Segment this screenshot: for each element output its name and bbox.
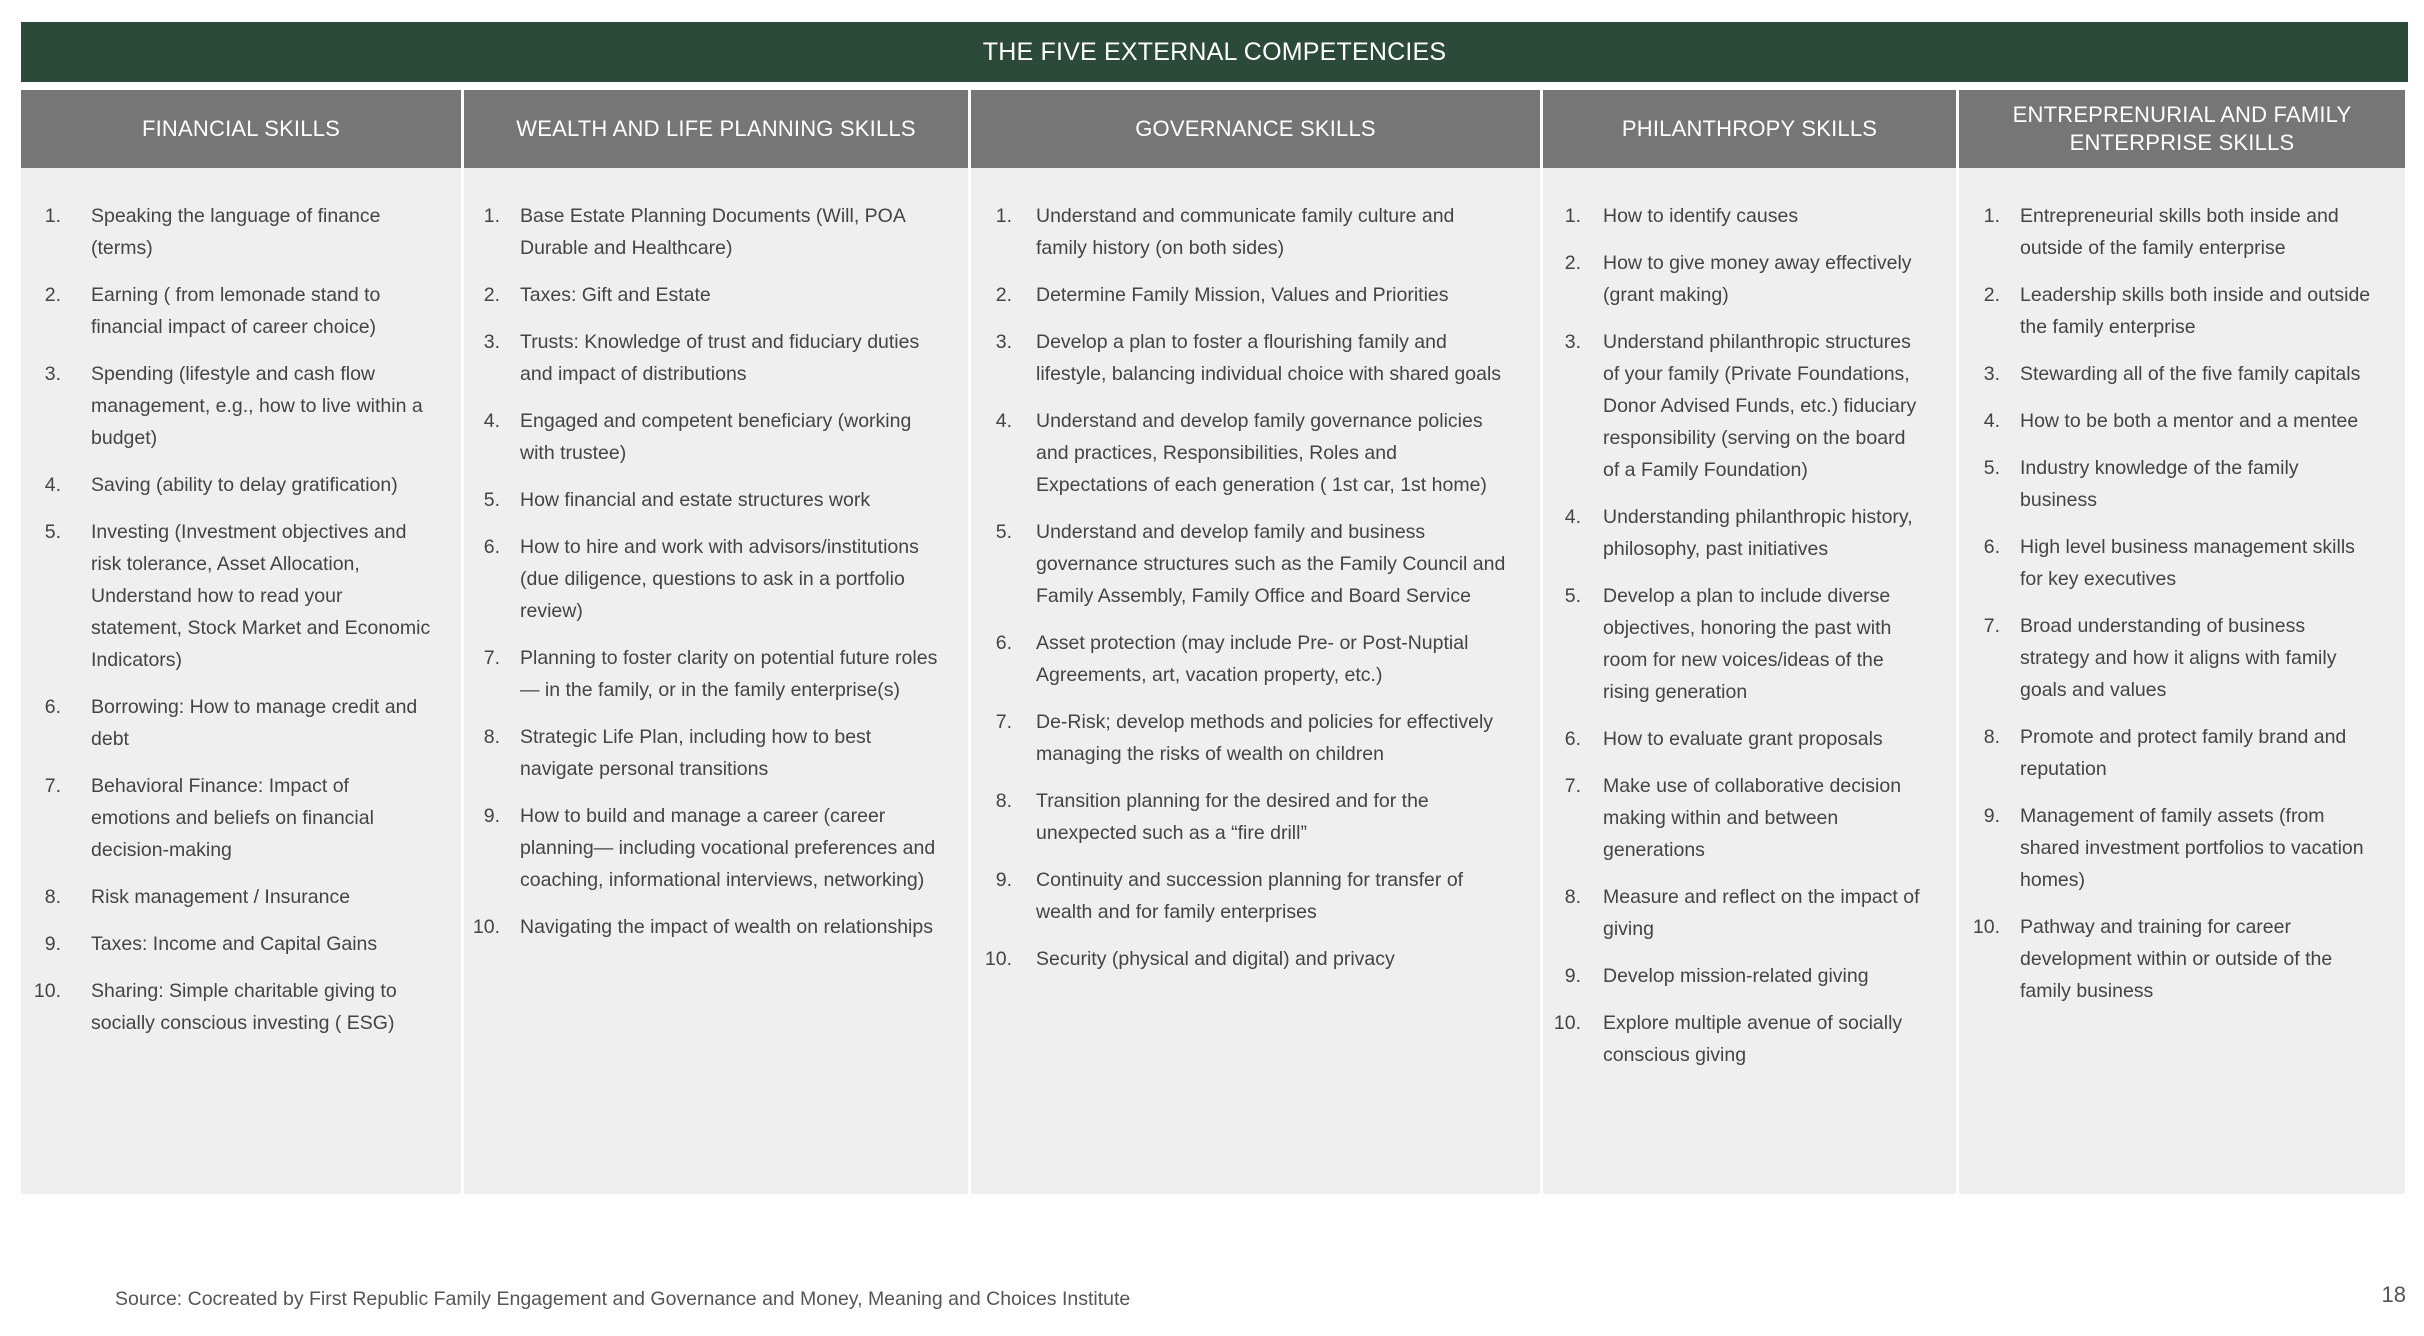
item-number: 6. (483, 536, 500, 558)
item-number: 8. (1564, 886, 1581, 908)
column-philanthropy (1543, 90, 1956, 1194)
list-item (21, 279, 431, 343)
list-item (464, 484, 938, 516)
item-number: 1. (44, 205, 61, 227)
item-text: Strategic Life Plan, including how to best navigate personal transitions (520, 726, 872, 780)
item-text: Continuity and succession planning for transfer of wealth and for family enterprises (1036, 869, 1464, 923)
column-wealth (464, 90, 968, 1194)
list-item (1543, 881, 1926, 945)
column-financial (21, 90, 461, 1194)
item-text: Promote and protect family brand and reputation (2020, 726, 2347, 780)
item-text: Taxes: Income and Capital Gains (91, 933, 378, 955)
item-number: 3. (483, 331, 500, 353)
list-item (971, 864, 1510, 928)
item-text: Asset protection (may include Pre- or Post-Nuptial Agreements, art, vacation property, etc.) (1036, 632, 1469, 686)
list-item (21, 516, 431, 676)
list-item (1543, 247, 1926, 311)
item-text: How financial and estate structures work (520, 489, 871, 511)
list-item (1959, 452, 2375, 516)
item-text: Speaking the language of finance (terms) (91, 205, 381, 259)
list-item (21, 975, 431, 1039)
item-text: How to hire and work with advisors/institutions (due diligence, questions to ask in a portfolio review) (520, 536, 919, 622)
item-number: 10. (33, 980, 61, 1002)
column-body (1543, 168, 1956, 1194)
item-number: 9. (1564, 965, 1581, 987)
column-header: ENTREPRENURIAL AND FAMILY ENTERPRISE SKILLS (1959, 90, 2405, 168)
item-text: Risk management / Insurance (91, 886, 351, 908)
item-text: Develop a plan to foster a flourishing family and lifestyle, balancing individual choice with shared goals (1036, 331, 1502, 385)
list-item (464, 800, 938, 896)
item-number: 6. (44, 696, 61, 718)
item-text: Pathway and training for career development within or outside of the family business (2020, 916, 2333, 1002)
item-number: 7. (483, 647, 500, 669)
list-item (1959, 610, 2375, 706)
list-item (21, 358, 431, 454)
item-text: Measure and reflect on the impact of giving (1603, 886, 1920, 940)
column-header: FINANCIAL SKILLS (21, 90, 461, 168)
item-number: 4. (1983, 410, 2000, 432)
list-item (1959, 721, 2375, 785)
item-text: High level business management skills for key executives (2020, 536, 2355, 590)
item-number: 5. (995, 521, 1012, 543)
item-text: Security (physical and digital) and privacy (1036, 948, 1395, 970)
column-governance (971, 90, 1540, 1194)
item-text: Planning to foster clarity on potential future roles — in the family, or in the family enterprise(s) (520, 647, 938, 701)
item-text: Management of family assets (from shared investment portfolios to vacation homes) (2020, 805, 2364, 891)
item-number: 10. (472, 916, 500, 938)
item-text: Industry knowledge of the family business (2020, 457, 2299, 511)
item-text: Develop mission-related giving (1603, 965, 1869, 987)
item-text: Explore multiple avenue of socially conscious giving (1603, 1012, 1903, 1066)
list-item (1959, 200, 2375, 264)
item-number: 5. (44, 521, 61, 543)
item-number: 5. (1564, 585, 1581, 607)
item-number: 1. (995, 205, 1012, 227)
item-text: Understanding philanthropic history, philosophy, past initiatives (1603, 506, 1913, 560)
list-item (464, 642, 938, 706)
list-item (971, 200, 1510, 264)
item-number: 9. (483, 805, 500, 827)
item-number: 3. (1564, 331, 1581, 353)
list-item (1543, 960, 1926, 992)
list-item (464, 326, 938, 390)
item-number: 4. (995, 410, 1012, 432)
column-body (21, 168, 461, 1194)
list-item (464, 405, 938, 469)
item-text: Make use of collaborative decision making within and between generations (1603, 775, 1902, 861)
page-title: THE FIVE EXTERNAL COMPETENCIES (21, 22, 2408, 82)
column-header: GOVERNANCE SKILLS (971, 90, 1540, 168)
item-number: 10. (984, 948, 1012, 970)
list-item (1959, 405, 2375, 437)
item-text: Broad understanding of business strategy and how it aligns with family goals and values (2020, 615, 2337, 701)
item-number: 2. (44, 284, 61, 306)
list-item (1543, 326, 1926, 486)
item-text: Borrowing: How to manage credit and debt (91, 696, 418, 750)
item-number: 8. (483, 726, 500, 748)
competencies-table (21, 90, 2408, 1194)
item-number: 6. (1564, 728, 1581, 750)
item-text: Understand and develop family and business governance structures such as the Family Council and Family Assembly, Family Office and Board Service (1036, 521, 1506, 607)
list-item (21, 469, 431, 501)
item-text: Understand philanthropic structures of your family (Private Foundations, Donor Advised Funds, etc.) fiduciary responsibility (serving on the board of a Family Foundation) (1603, 331, 1917, 481)
item-number: 3. (1983, 363, 2000, 385)
item-text: Spending (lifestyle and cash flow management, e.g., how to live within a budget) (91, 363, 423, 449)
item-text: How to evaluate grant proposals (1603, 728, 1883, 750)
item-number: 2. (1983, 284, 2000, 306)
item-text: Transition planning for the desired and for the unexpected such as a “fire drill” (1036, 790, 1429, 844)
list-item (21, 691, 431, 755)
item-number: 9. (44, 933, 61, 955)
item-number: 6. (995, 632, 1012, 654)
list-item (1543, 200, 1926, 232)
item-number: 7. (995, 711, 1012, 733)
list-item (971, 326, 1510, 390)
column-entrepreneurial (1959, 90, 2405, 1194)
item-text: Develop a plan to include diverse objectives, honoring the past with room for new voices/ideas of the rising generation (1603, 585, 1892, 703)
item-number: 6. (1983, 536, 2000, 558)
item-number: 5. (1983, 457, 2000, 479)
list-item (1543, 770, 1926, 866)
item-number: 10. (1553, 1012, 1581, 1034)
list-item (1959, 279, 2375, 343)
item-number: 7. (1564, 775, 1581, 797)
item-text: Engaged and competent beneficiary (working with trustee) (520, 410, 912, 464)
list-item (971, 405, 1510, 501)
item-number: 2. (995, 284, 1012, 306)
item-number: 4. (483, 410, 500, 432)
list-item (464, 279, 938, 311)
item-number: 5. (483, 489, 500, 511)
item-text: Earning ( from lemonade stand to financial impact of career choice) (91, 284, 381, 338)
item-text: De-Risk; develop methods and policies for effectively managing the risks of wealth on children (1036, 711, 1494, 765)
list-item (971, 279, 1510, 311)
item-number: 3. (44, 363, 61, 385)
list-item (971, 943, 1510, 975)
item-text: Taxes: Gift and Estate (520, 284, 711, 306)
item-text: Saving (ability to delay gratification) (91, 474, 398, 496)
list-item (971, 627, 1510, 691)
item-text: Base Estate Planning Documents (Will, POA Durable and Healthcare) (520, 205, 905, 259)
item-number: 2. (1564, 252, 1581, 274)
list-item (971, 516, 1510, 612)
list-item (21, 928, 431, 960)
list-item (21, 881, 431, 913)
item-number: 9. (995, 869, 1012, 891)
item-text: Stewarding all of the five family capitals (2020, 363, 2361, 385)
list-item (1543, 580, 1926, 708)
item-text: How to build and manage a career (career planning— including vocational preferences and coaching, informational interviews, networking) (520, 805, 936, 891)
item-number: 8. (44, 886, 61, 908)
column-body (1959, 168, 2405, 1194)
item-text: Sharing: Simple charitable giving to socially conscious investing ( ESG) (91, 980, 397, 1034)
item-text: Entrepreneurial skills both inside and outside of the family enterprise (2020, 205, 2339, 259)
column-body (464, 168, 968, 1194)
item-number: 8. (995, 790, 1012, 812)
list-item (464, 531, 938, 627)
item-number: 1. (483, 205, 500, 227)
list-item (1959, 911, 2375, 1007)
list-item (971, 706, 1510, 770)
item-number: 1. (1983, 205, 2000, 227)
column-header: PHILANTHROPY SKILLS (1543, 90, 1956, 168)
source-note: Source: Cocreated by First Republic Family Engagement and Governance and Money, Meaning and Choices Institute (115, 1288, 1131, 1310)
page-number: 18 (2381, 1282, 2406, 1307)
list-item (464, 911, 938, 943)
list-item (21, 200, 431, 264)
list-item (971, 785, 1510, 849)
list-item (1543, 1007, 1926, 1071)
item-text: How to identify causes (1603, 205, 1799, 227)
item-text: Understand and develop family governance policies and practices, Responsibilities, Roles and Expectations of each generation ( 1st car, 1st home) (1036, 410, 1487, 496)
item-text: How to give money away effectively (grant making) (1603, 252, 1912, 306)
column-header: WEALTH AND LIFE PLANNING SKILLS (464, 90, 968, 168)
item-text: Trusts: Knowledge of trust and fiduciary duties and impact of distributions (520, 331, 920, 385)
item-number: 4. (44, 474, 61, 496)
list-item (21, 770, 431, 866)
list-item (464, 721, 938, 785)
item-number: 4. (1564, 506, 1581, 528)
item-text: Understand and communicate family culture and family history (on both sides) (1036, 205, 1455, 259)
item-number: 9. (1983, 805, 2000, 827)
list-item (1959, 358, 2375, 390)
item-number: 1. (1564, 205, 1581, 227)
item-text: Behavioral Finance: Impact of emotions and beliefs on financial decision-making (91, 775, 374, 861)
column-body (971, 168, 1540, 1194)
item-number: 8. (1983, 726, 2000, 748)
item-text: Navigating the impact of wealth on relationships (520, 916, 933, 938)
list-item (464, 200, 938, 264)
item-text: Investing (Investment objectives and risk tolerance, Asset Allocation, Understand how to read your statement, Stock Market and Economic Indicators) (91, 521, 431, 671)
item-number: 3. (995, 331, 1012, 353)
list-item (1959, 531, 2375, 595)
item-text: Leadership skills both inside and outside the family enterprise (2020, 284, 2371, 338)
item-text: Determine Family Mission, Values and Priorities (1036, 284, 1449, 306)
item-number: 7. (44, 775, 61, 797)
list-item (1959, 800, 2375, 896)
list-item (1543, 501, 1926, 565)
list-item (1543, 723, 1926, 755)
item-number: 2. (483, 284, 500, 306)
item-number: 7. (1983, 615, 2000, 637)
item-number: 10. (1972, 916, 2000, 938)
item-text: How to be both a mentor and a mentee (2020, 410, 2359, 432)
